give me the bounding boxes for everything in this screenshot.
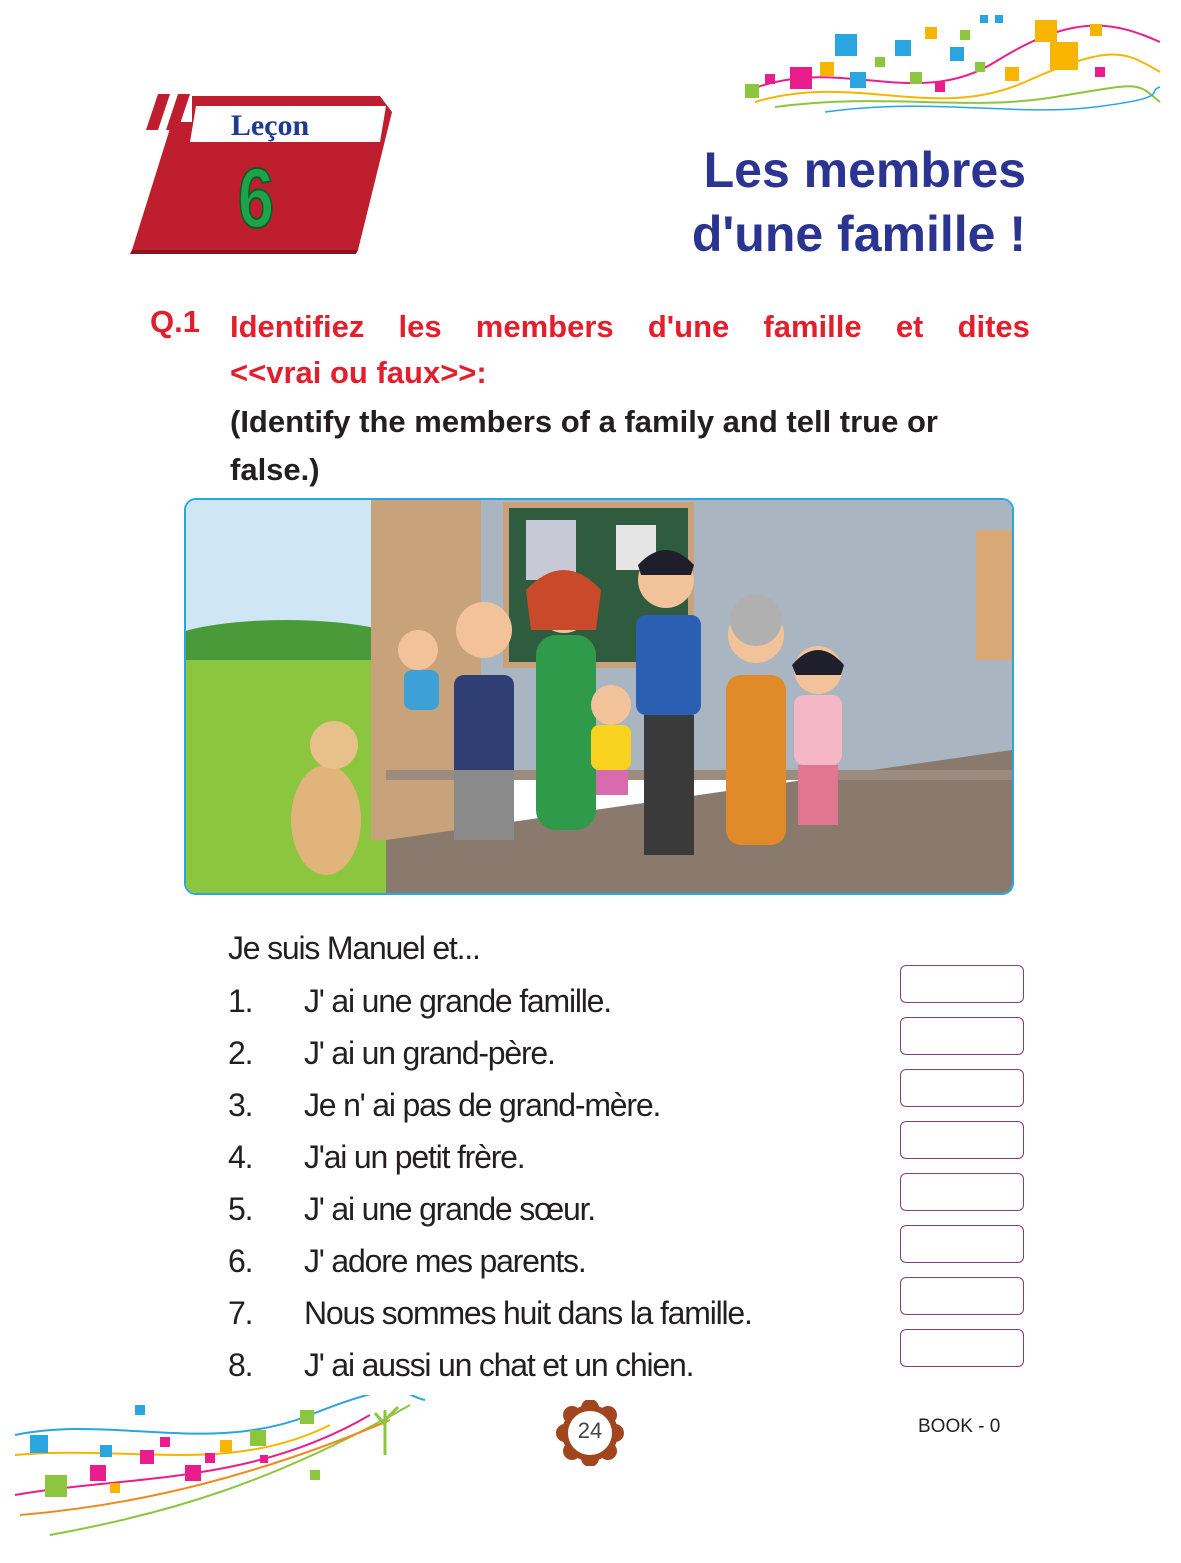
mother [526,570,601,830]
answer-box[interactable] [900,1173,1024,1211]
word: les [398,309,442,344]
answer-box[interactable] [900,1069,1024,1107]
item-number: 7. [228,1295,253,1331]
word: Identifiez [230,309,365,344]
question-english-line-2: false.) [230,452,320,487]
word: famille [763,309,862,344]
item-number: 3. [228,1087,253,1123]
item-number: 5. [228,1191,253,1227]
word: dites [957,309,1030,344]
item-number: 4. [228,1139,253,1175]
item-text: J' ai une grande sœur. [304,1191,595,1227]
item-number: 8. [228,1347,253,1383]
item-text: J' ai un grand-père. [304,1035,555,1071]
item-text: Je n' ai pas de grand-mère. [304,1087,661,1123]
grandfather [454,602,514,840]
title-line-2: d'une famille ! [691,206,1026,262]
page-title [466,138,1026,266]
answer-box[interactable] [900,1277,1024,1315]
question-english [230,398,1040,494]
item-number: 2. [228,1035,253,1071]
item-number: 6. [228,1243,253,1279]
word: d'une [647,309,730,344]
item-text: J' adore mes parents. [304,1243,586,1279]
question-number: Q.1 [150,304,200,339]
lesson-label: Leçon [230,109,310,142]
grandmother [726,594,786,845]
answer-box[interactable] [900,1329,1024,1367]
item-number: 1. [228,983,253,1019]
item-text: J'ai un petit frère. [304,1139,525,1175]
item-text: J' ai une grande famille. [304,983,611,1019]
page-number: 24 [577,1418,603,1443]
family-scene [186,500,1012,893]
question-english-line-1: (Identify the members of a family and tell true or [230,404,938,439]
answer-box[interactable] [900,1121,1024,1159]
word: members [475,309,614,344]
question-french-line-1 [230,304,1030,350]
item-text: J' ai aussi un chat et un chien. [304,1347,694,1383]
family-illustration [184,498,1014,895]
girl-big [792,646,844,825]
answer-box[interactable] [900,1225,1024,1263]
question-french [230,304,1030,396]
answer-box[interactable] [900,965,1024,1003]
decorative-swirl-top [735,12,1165,117]
title-line-1: Les membres [703,142,1026,198]
lesson-number: 6 [237,151,275,245]
girl-small [591,685,631,795]
item-text: Nous sommes huit dans la famille. [304,1295,752,1331]
word: et [895,309,924,344]
answer-box[interactable] [900,1017,1024,1055]
book-label: BOOK - 0 [918,1416,1001,1437]
list-item [228,1347,1028,1399]
decorative-swirl-bottom [10,1395,430,1545]
list-intro: Je suis Manuel et... [228,930,480,966]
question-french-line-2: <<vrai ou faux>>: [230,355,487,390]
